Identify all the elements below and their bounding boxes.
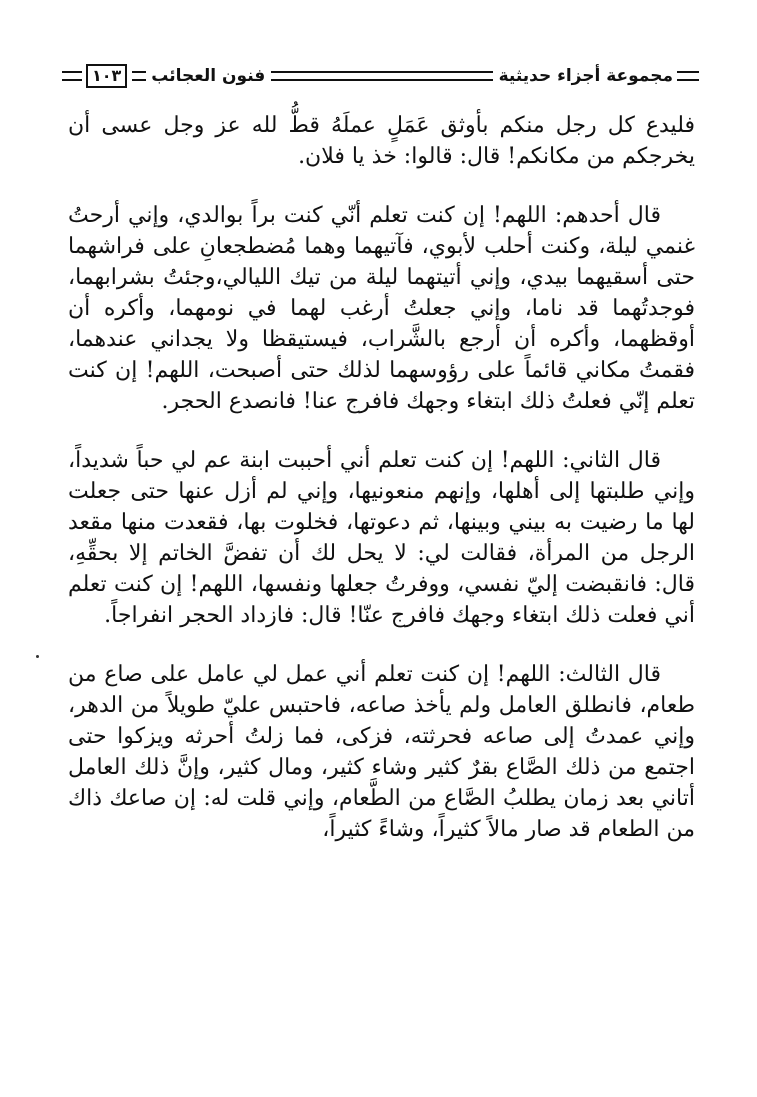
section-title: فنون العجائب: [151, 66, 266, 86]
paragraph-intro: فليدع كل رجل منكم بأوثق عَمَلٍ عملَهُ قطُّ لله عز وجل عسى أن يخرجكم من مكانكم! قال: قالوا: خذ يا فلان.: [68, 113, 695, 169]
paragraph-third-man: قال الثالث: اللهم! إن كنت تعلم أني عمل لي عامل على صاع من طعام، فانطلق العامل ولم يأخذ صاعه، فاحتبس عليّ طويلاً من الدهر، وإني عمدتُ إلى صاعه فحرثته، فزكى، فما زلتُ أحرثه ويزكوا حتى اجتمع من ذلك الصَّاع بقرٌ كثير وشاء كثير، ومال كثير، وإنَّ ذلك العامل أتاني بعد زمان يطلبُ الصَّاع من الطَّعام، وإني قلت له: إن صاعك ذاك من الطعام قد صار مالاً كثيراً، وشاءً كثيراً،: [68, 662, 695, 842]
header-ornament-rule: [677, 71, 699, 81]
page-number: ١٠٣: [86, 64, 127, 88]
header-ornament-rule: [271, 71, 492, 81]
page-body: [68, 110, 695, 845]
scan-speck: [36, 655, 39, 658]
running-header: [62, 62, 699, 90]
header-ornament-rule: [132, 71, 146, 81]
paragraph-second-man: قال الثاني: اللهم! إن كنت تعلم أني أحببت ابنة عم لي حباً شديداً، وإني طلبتها إلى أهلها، وإنهم منعونيها، وإني لم أزل عنها حتى جعلت لها ما رضيت به بيني وبينها، ثم دعوتها، فخلوت بها، فقعدت منها مقعد الرجل من المرأة، فقالت لي: لا يحل لك أن تفضَّ الخاتم إلا بحقِّهِ، قال: فانقبضت إليّ نفسي، ووفرتُ جعلها ونفسها، اللهم! إن كنت تعلم أني فعلت ذلك ابتغاء وجهك فافرج عنّا! قال: فازداد الحجر انفراجاً.: [68, 448, 695, 628]
book-title: مجموعة أجزاء حديثية: [498, 66, 673, 86]
paragraph-first-man: قال أحدهم: اللهم! إن كنت تعلم أنّي كنت براً بوالدي، وإني أرحتُ غنمي ليلة، وكنت أحلب لأبوي، فآتيهما وهما مُضطجعانِ على فراشهما حتى أسقيهما بيدي، وإني أتيتهما ليلة من تيك الليالي،وجئتُ بشرابهما، فوجدتُهما قد ناما، وإني جعلتُ أرغب لهما في نومهما، وأكره أن أوقظهما، وأكره أن أرجع بالشَّراب، فيستيقظا ولا يجداني عندهما، فقمتُ مكاني قائماً على رؤوسهما لذلك حتى أصبحت، اللهم! إن كنت تعلم إنّي فعلتُ ذلك ابتغاء وجهك فافرج عنا! فانصدع الحجر.: [68, 203, 695, 414]
header-ornament-rule: [62, 71, 82, 81]
